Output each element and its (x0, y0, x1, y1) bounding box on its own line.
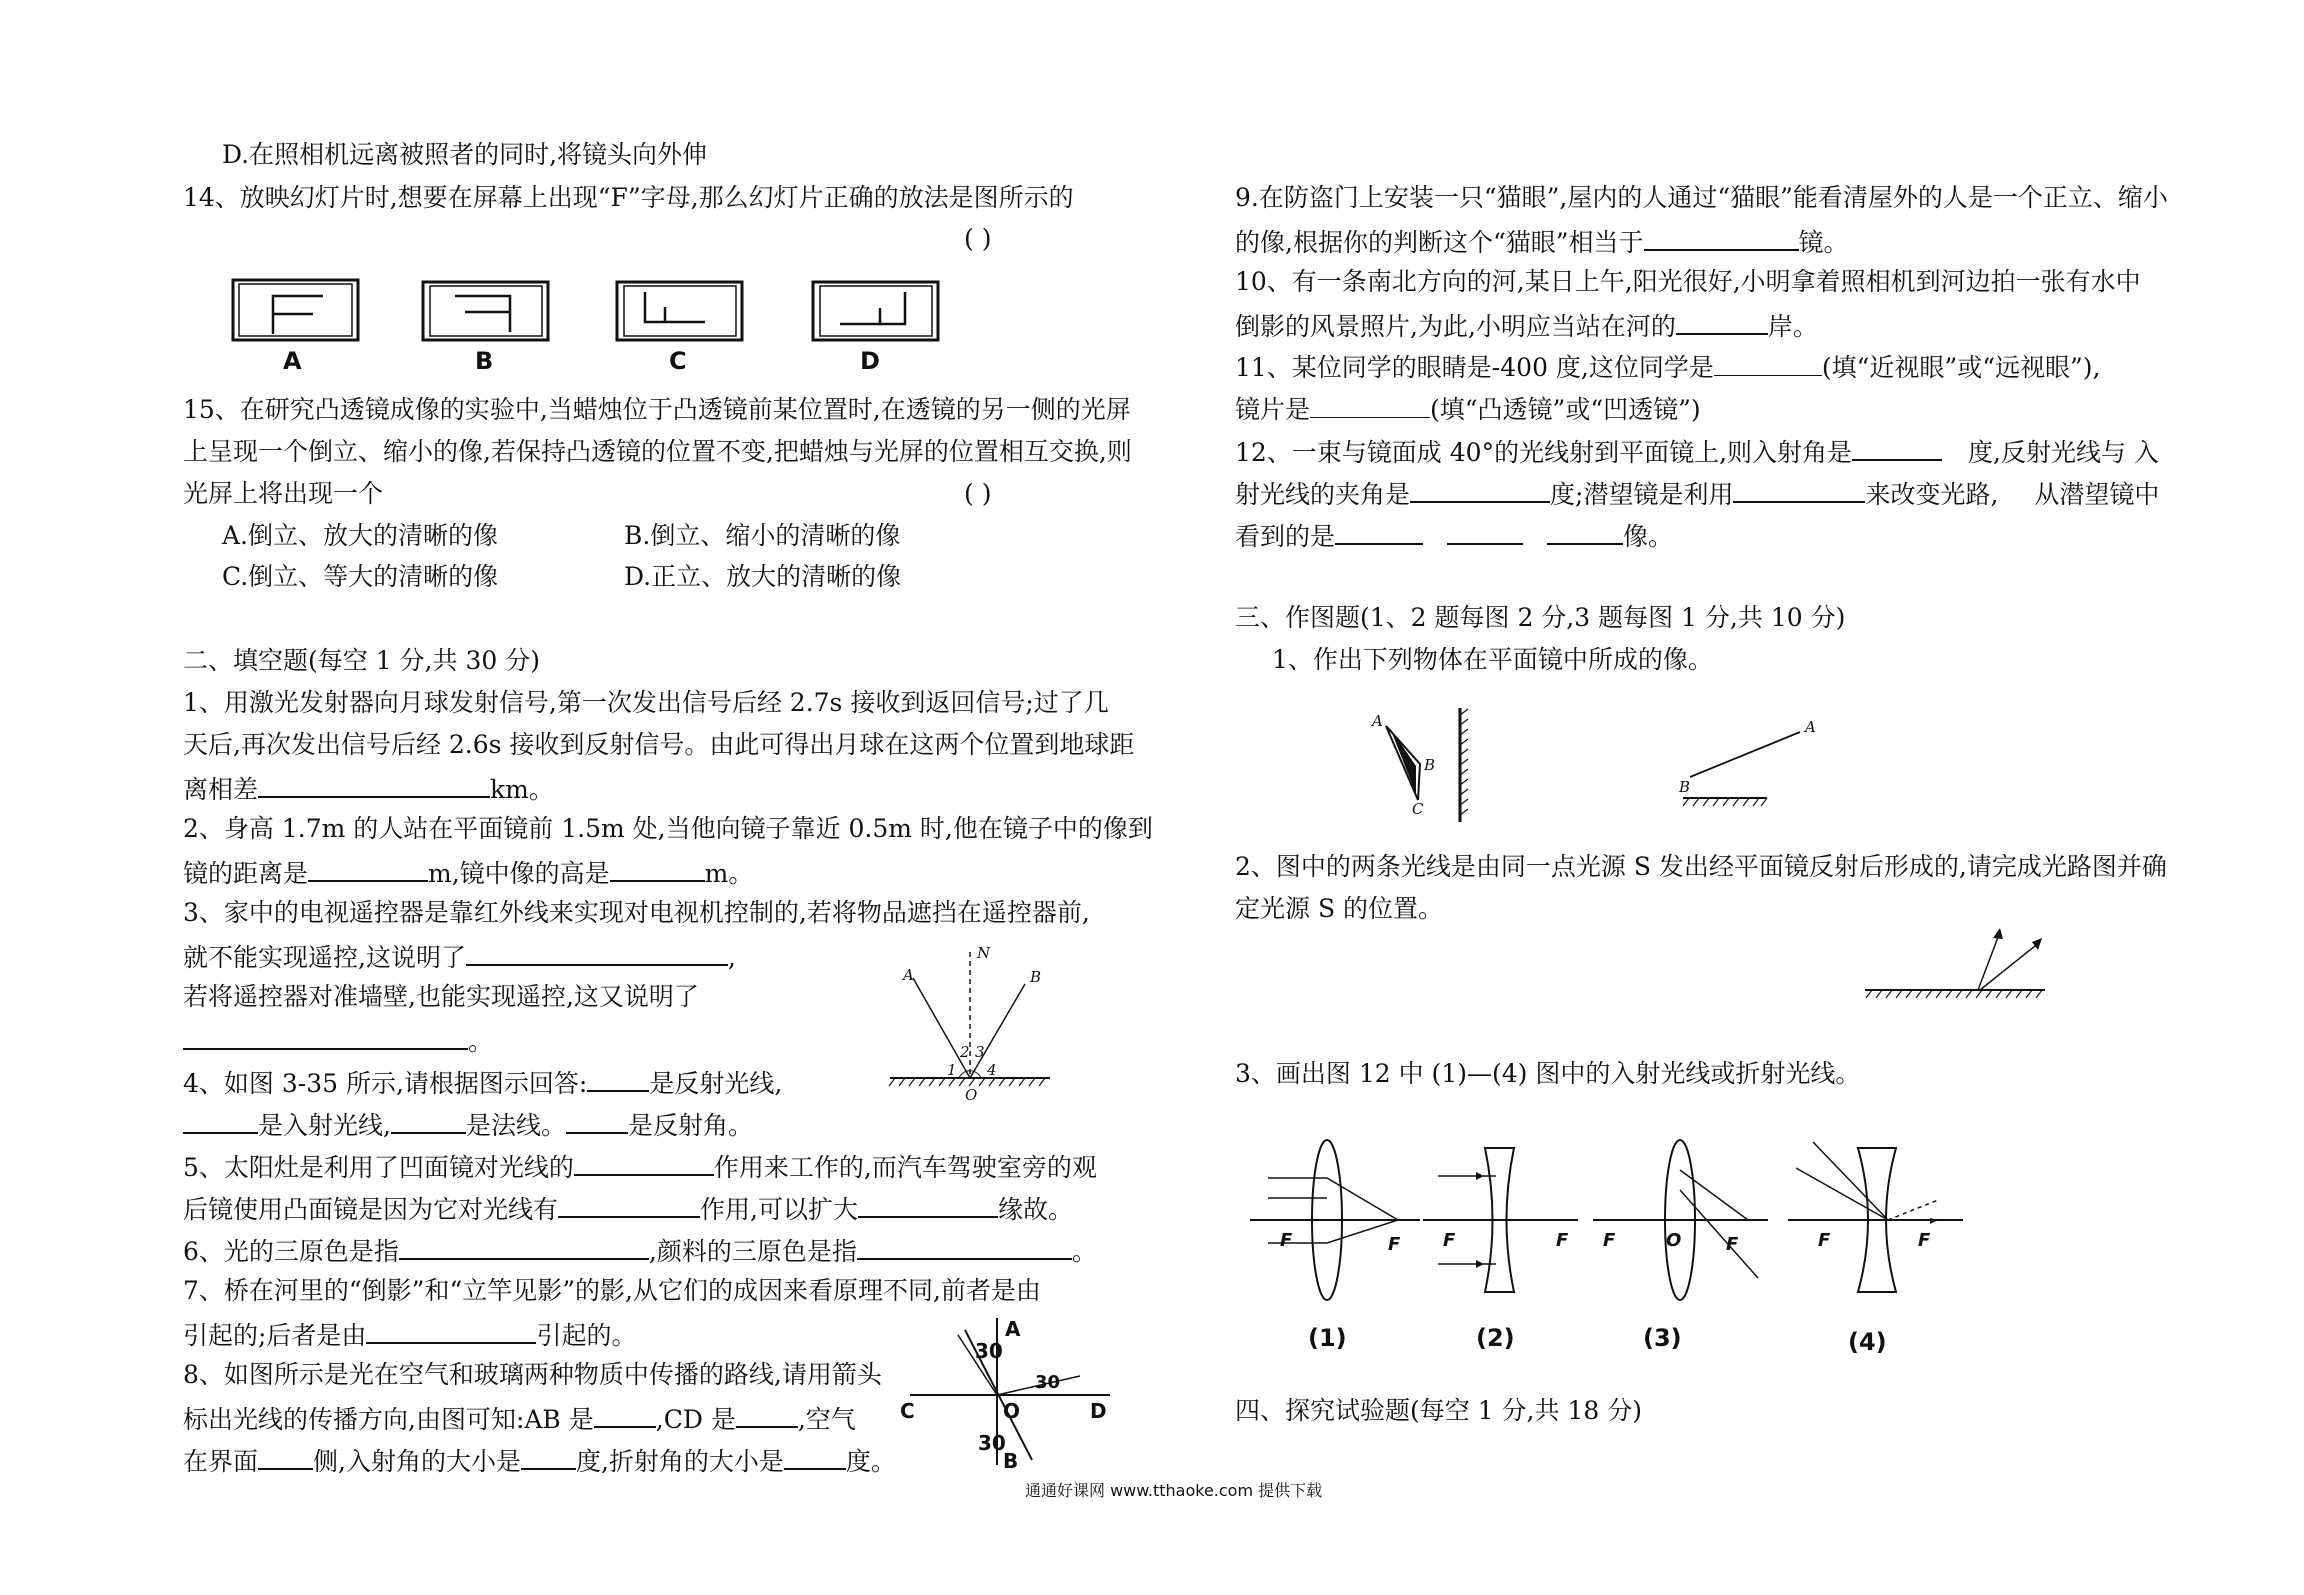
fill4-blank-4[interactable] (566, 1108, 628, 1134)
svg-text:4: 4 (987, 1061, 997, 1079)
fill1-line1: 1、用激光发射器向月球发射信号,第一次发出信号后经 2.7s 接收到返回信号;过了几 (183, 688, 1109, 717)
r12-blank-2[interactable] (1410, 477, 1550, 503)
draw3-text: 3、画出图 12 中 (1)—(4) 图中的入射光线或折射光线。 (1235, 1059, 1861, 1088)
fill3-line2: 就不能实现遥控,这说明了 , (183, 940, 736, 973)
svg-text:A: A (1005, 1317, 1021, 1341)
fill2-line1: 2、身高 1.7m 的人站在平面镜前 1.5m 处,当他向镜子靠近 0.5m 时,他在镜子中的像到 (183, 814, 1153, 843)
q14-slides-figure (225, 272, 945, 372)
fill3-line1: 3、家中的电视遥控器是靠红外线来实现对电视机控制的,若将物品遮挡在遥控器前, (183, 898, 1090, 927)
slide-c (617, 282, 742, 372)
fill3-line3: 若将遥控器对准墙壁,也能实现遥控,这又说明了 (183, 982, 699, 1011)
draw1-text: 1、作出下列物体在平面镜中所成的像。 (1272, 645, 1713, 674)
r12-line1: 12、一束与镜面成 40°的光线射到平面镜上,则入射角是 度,反射光线与 入 (1235, 435, 2159, 468)
svg-text:A: A (903, 966, 914, 984)
fill1-blank[interactable] (258, 772, 490, 798)
r12-blank-4[interactable] (1335, 519, 1423, 545)
lens-figure-4 (1788, 1142, 1963, 1356)
r10-line2: 倒影的风景照片,为此,小明应当站在河的 岸。 (1235, 309, 1818, 342)
q15-option-d: D.正立、放大的清晰的像 (624, 562, 902, 591)
fill3-blank-2[interactable] (183, 1024, 468, 1050)
svg-text:F: F (1726, 1234, 1739, 1255)
fill8-blank-3[interactable] (258, 1444, 313, 1470)
q15-line3: 光屏上将出现一个 (183, 479, 384, 508)
svg-text:3: 3 (975, 1043, 985, 1061)
fill4-line1: 4、如图 3-35 所示,请根据图示回答: 是反射光线, (183, 1066, 782, 1099)
refraction-figure (900, 1310, 1120, 1470)
svg-text:1: 1 (947, 1061, 957, 1079)
svg-text:O: O (1666, 1230, 1682, 1251)
slide-label-c: C (669, 347, 687, 372)
svg-text:O: O (965, 1086, 978, 1104)
svg-text:F: F (1388, 1234, 1401, 1255)
reflection-figure-3-35 (885, 940, 1065, 1110)
fill2-blank-1[interactable] (308, 856, 428, 882)
svg-text:F: F (1280, 1230, 1293, 1251)
fill2-line2: 镜的距离是 m,镜中像的高是 m。 (183, 856, 753, 889)
svg-text:A: A (1805, 718, 1816, 736)
svg-text:D: D (1090, 1399, 1107, 1423)
fill4-blank-2[interactable] (183, 1108, 258, 1134)
svg-text:A: A (1372, 712, 1383, 730)
section2-title: 二、填空题(每空 1 分,共 30 分) (183, 646, 540, 675)
fill8-blank-1[interactable] (594, 1402, 656, 1428)
svg-text:(3): (3) (1643, 1324, 1682, 1352)
fill6-blank-1[interactable] (399, 1234, 649, 1260)
svg-text:B: B (1003, 1449, 1019, 1470)
svg-text:N: N (977, 944, 991, 962)
q15-line2: 上呈现一个倒立、缩小的像,若保持凸透镜的位置不变,把蜡烛与光屏的位置相互交换,则 (183, 437, 1132, 466)
fill5-blank-1[interactable] (574, 1150, 714, 1176)
fill7-line2: 引起的;后者是由 引起的。 (183, 1318, 636, 1351)
svg-text:(4): (4) (1848, 1328, 1887, 1356)
page-footer: 通通好课网 www.tthaoke.com 提供下载 (1025, 1481, 1323, 1500)
svg-text:O: O (1003, 1399, 1021, 1423)
fill8-blank-2[interactable] (736, 1402, 798, 1428)
svg-text:30: 30 (975, 1339, 1003, 1363)
r9-blank[interactable] (1644, 225, 1799, 251)
svg-text:C: C (900, 1399, 915, 1423)
r11-line1: 11、某位同学的眼睛是-400 度,这位同学是 (填“近视眼”或“远视眼”), (1235, 353, 2101, 382)
fill4-blank-1[interactable] (587, 1066, 649, 1092)
r10-blank[interactable] (1676, 309, 1768, 335)
slide-label-d: D (860, 347, 880, 372)
fill8-line3: 在界面 侧,入射角的大小是 度,折射角的大小是 度。 (183, 1444, 896, 1477)
r9-line1: 9.在防盗门上安装一只“猫眼”,屋内的人通过“猫眼”能看清屋外的人是一个正立、缩小 (1235, 183, 2168, 212)
fill2-blank-2[interactable] (610, 856, 705, 882)
lens-figures (1248, 1128, 1968, 1358)
svg-text:B: B (1030, 968, 1042, 986)
r11-blank-1[interactable] (1714, 351, 1822, 376)
fill7-blank[interactable] (366, 1318, 536, 1344)
svg-text:30: 30 (1035, 1372, 1061, 1393)
lens-figure-3 (1593, 1140, 1768, 1352)
fill4-blank-3[interactable] (391, 1108, 466, 1134)
section4-title: 四、探究试验题(每空 1 分,共 18 分) (1235, 1396, 1642, 1425)
section3-title: 三、作图题(1、2 题每图 2 分,3 题每图 1 分,共 10 分) (1235, 603, 1846, 632)
fill8-line2: 标出光线的传播方向,由图可知:AB 是 ,CD 是 ,空气 (183, 1402, 856, 1435)
r11-line2: 镜片是 (填“凸透镜”或“凹透镜”) (1235, 395, 1701, 424)
q13-option-d: D.在照相机远离被照者的同时,将镜头向外伸 (222, 140, 708, 169)
svg-text:C: C (1412, 800, 1424, 818)
slide-d (813, 282, 938, 372)
q15-line1: 15、在研究凸透镜成像的实验中,当蜡烛位于凸透镜前某位置时,在透镜的另一侧的光屏 (183, 395, 1131, 424)
q15-paren: ( ) (964, 479, 992, 508)
q15-option-c: C.倒立、等大的清晰的像 (222, 562, 499, 591)
fill5-line2: 后镜使用凸面镜是因为它对光线有 作用,可以扩大 缘故。 (183, 1192, 1073, 1225)
svg-text:B: B (1679, 778, 1691, 796)
svg-text:(1): (1) (1308, 1324, 1347, 1352)
fill4-line2: 是入射光线, 是法线。 是反射角。 (183, 1108, 753, 1141)
draw2-line2: 定光源 S 的位置。 (1235, 894, 1444, 923)
q14-paren: ( ) (964, 224, 992, 253)
slide-label-a: A (283, 347, 302, 372)
q14-text: 14、放映幻灯片时,想要在屏幕上出现“F”字母,那么幻灯片正确的放法是图所示的 (183, 183, 1074, 212)
svg-text:F: F (1818, 1230, 1831, 1251)
r12-line2: 射光线的夹角是 度;潜望镜是利用 来改变光路, 从潜望镜中 (1235, 477, 2159, 510)
svg-text:F: F (1918, 1230, 1931, 1251)
fill5-line1: 5、太阳灶是利用了凹面镜对光线的 作用来工作的,而汽车驾驶室旁的观 (183, 1150, 1097, 1183)
two-reflected-rays-figure (1860, 920, 2050, 1010)
slide-label-b: B (475, 347, 494, 372)
fill6-line: 6、光的三原色是指 ,颜料的三原色是指 。 (183, 1234, 1097, 1267)
fill3-blank-1[interactable] (466, 940, 728, 966)
r9-line2: 的像,根据你的判断这个“猫眼”相当于 镜。 (1235, 225, 1849, 258)
plane-mirror-figure-1 (1360, 700, 1480, 830)
slide-b (423, 282, 548, 372)
fill8-blank-4[interactable] (521, 1444, 576, 1470)
slide-a (233, 280, 358, 372)
r11-blank-2[interactable] (1310, 393, 1430, 418)
svg-text:2: 2 (960, 1043, 970, 1061)
svg-text:F: F (1603, 1230, 1616, 1251)
r12-blank-3[interactable] (1733, 477, 1865, 503)
q15-option-a: A.倒立、放大的清晰的像 (222, 521, 499, 550)
r12-blank-6[interactable] (1547, 519, 1623, 545)
q15-option-b: B.倒立、缩小的清晰的像 (624, 521, 901, 550)
lens-figure-1 (1250, 1140, 1420, 1352)
r12-blank-5[interactable] (1447, 519, 1523, 545)
draw2-line1: 2、图中的两条光线是由同一点光源 S 发出经平面镜反射后形成的,请完成光路图并确 (1235, 852, 2167, 881)
fill8-line1: 8、如图所示是光在空气和玻璃两种物质中传播的路线,请用箭头 (183, 1360, 882, 1389)
svg-text:B: B (1424, 756, 1436, 774)
fill6-blank-2[interactable] (857, 1234, 1072, 1260)
fill1-line3: 离相差 km。 (183, 772, 554, 805)
svg-text:(2): (2) (1476, 1324, 1515, 1352)
fill1-line2: 天后,再次发出信号后经 2.6s 接收到反射信号。由此可得出月球在这两个位置到地球距 (183, 730, 1135, 759)
fill7-line1: 7、桥在河里的“倒影”和“立竿见影”的影,从它们的成因来看原理不同,前者是由 (183, 1276, 1041, 1305)
svg-text:F: F (1443, 1230, 1456, 1251)
lens-figure-2 (1423, 1148, 1578, 1352)
fill5-blank-2[interactable] (558, 1192, 700, 1218)
r12-line3: 看到的是 像。 (1235, 519, 1673, 552)
fill5-blank-3[interactable] (858, 1192, 998, 1218)
fill3-line4: 。 (183, 1024, 493, 1057)
svg-text:30: 30 (978, 1431, 1006, 1455)
plane-mirror-figure-2 (1665, 712, 1835, 812)
r12-blank-1[interactable] (1852, 435, 1942, 461)
r10-line1: 10、有一条南北方向的河,某日上午,阳光很好,小明拿着照相机到河边拍一张有水中 (1235, 267, 2141, 296)
fill8-blank-5[interactable] (784, 1444, 846, 1470)
svg-text:F: F (1556, 1230, 1569, 1251)
